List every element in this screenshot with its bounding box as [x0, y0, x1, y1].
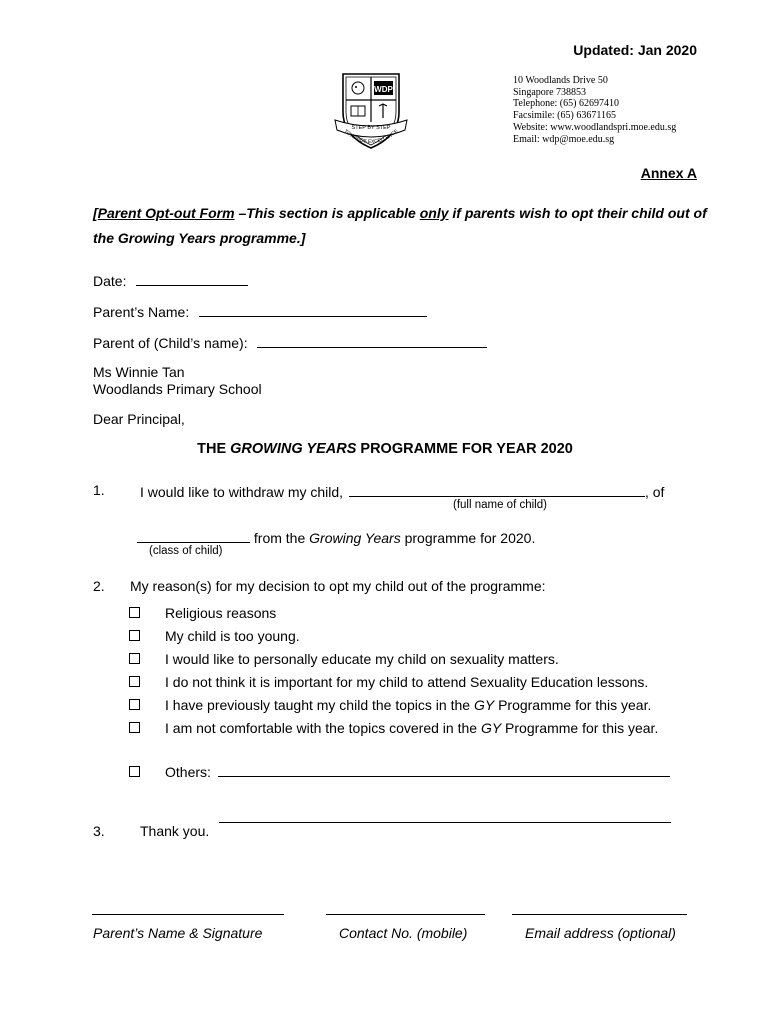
reason-label: Religious reasons: [165, 605, 277, 621]
logo-badge-text: WDP: [374, 85, 393, 94]
item1-text: I would like to withdraw my child,: [140, 484, 344, 500]
reason-gy: GY: [473, 697, 495, 713]
logo-motto-top: STEP BY STEP: [351, 125, 391, 131]
reason-item: [129, 628, 300, 644]
school-logo: [333, 70, 409, 154]
addressee-name: Ms Winnie Tan: [93, 364, 185, 380]
reason-label: I would like to personally educate my child on sexuality matters.: [165, 651, 559, 667]
contact-line[interactable]: [326, 914, 485, 915]
addressee-school: Woodlands Primary School: [93, 381, 262, 397]
programme-heading: [0, 441, 770, 457]
email-label: Email address (optional): [525, 925, 676, 941]
parent-name-field[interactable]: [199, 302, 427, 317]
address-line: Website: www.woodlandspri.moe.edu.sg: [513, 121, 677, 133]
date-row: [93, 271, 248, 289]
class-field[interactable]: [137, 528, 250, 543]
email-line[interactable]: [512, 914, 687, 915]
date-label: Date:: [93, 273, 127, 289]
notice-text-2: if parents wish to opt their child out of the Growing Years programme.: [93, 205, 707, 246]
address-line: Singapore 738853: [513, 86, 587, 98]
checkbox[interactable]: [129, 722, 140, 733]
parent-name-label: Parent’s Name:: [93, 304, 190, 320]
item2-text: My reason(s) for my decision to opt my child out of the programme:: [130, 578, 546, 594]
others-field-line-2[interactable]: [219, 822, 671, 823]
school-address: [513, 75, 676, 145]
school-crest-icon: [333, 70, 409, 154]
reason-label-end: Programme for this year.: [494, 697, 652, 713]
salutation: Dear Principal,: [93, 411, 185, 427]
programme-name: Growing Years: [309, 530, 401, 546]
reason-item: [129, 651, 559, 667]
from-text: from the: [253, 530, 310, 546]
open-bracket: [: [93, 205, 98, 221]
contact-label: Contact No. (mobile): [339, 925, 468, 941]
heading-part-2: GROWING YEARS: [230, 441, 357, 457]
reason-label: I do not think it is important for my child to attend Sexuality Education lessons.: [165, 674, 649, 690]
parent-of-row: [93, 333, 487, 351]
checkbox[interactable]: [129, 676, 140, 687]
reason-label-end: Programme for this year.: [501, 720, 659, 736]
item1-row: [140, 482, 664, 500]
reason-label: I have previously taught my child the topics in the: [165, 697, 474, 713]
parent-signature-label: Parent’s Name & Signature: [93, 925, 263, 941]
item1-number: 1.: [93, 482, 105, 498]
checkbox[interactable]: [129, 699, 140, 710]
annex-label: Annex A: [640, 165, 697, 181]
optout-notice: [93, 201, 713, 251]
reason-gy: GY: [480, 720, 502, 736]
addressee-block: [93, 364, 262, 398]
parent-signature-line[interactable]: [92, 914, 284, 915]
item2-number: 2.: [93, 578, 105, 594]
date-field[interactable]: [136, 271, 248, 286]
address-line: 10 Woodlands Drive 50: [513, 75, 608, 86]
child-name-field[interactable]: [257, 333, 487, 348]
address-line: Email: wdp@moe.edu.sg: [513, 133, 615, 145]
item3-number: 3.: [93, 823, 105, 839]
form-title: Parent Opt-out Form: [97, 205, 235, 221]
reason-item: [129, 720, 658, 736]
heading-part-3: PROGRAMME FOR YEAR 2020: [356, 441, 573, 457]
checkbox[interactable]: [129, 653, 140, 664]
checkbox[interactable]: [129, 607, 140, 618]
class-hint: (class of child): [149, 545, 223, 557]
close-bracket: ]: [300, 230, 306, 246]
child-full-name-field[interactable]: [349, 482, 645, 497]
others-label: Others:: [165, 764, 211, 780]
notice-only: only: [419, 205, 449, 221]
notice-text: –This section is applicable: [234, 205, 420, 221]
parent-of-label: Parent of (Child’s name):: [93, 335, 248, 351]
address-line: Telephone: (65) 62697410: [513, 98, 619, 110]
updated-date: Updated: Jan 2020: [573, 42, 697, 58]
reason-others: [129, 762, 670, 780]
checkbox[interactable]: [129, 766, 140, 777]
class-row: [137, 528, 535, 546]
checkbox[interactable]: [129, 630, 140, 641]
reason-label: I am not comfortable with the topics covered in the: [165, 720, 481, 736]
reason-label: My child is too young.: [165, 628, 300, 644]
parent-name-row: [93, 302, 427, 320]
heading-part-1: THE: [197, 441, 231, 457]
reason-item: [129, 674, 648, 690]
logo-motto-bottom: TOWARDS EXCELLENCE: [342, 128, 400, 146]
programme-suffix: programme for 2020.: [400, 530, 536, 546]
address-line: Facsimile: (65) 63671165: [513, 110, 616, 122]
others-field[interactable]: [218, 762, 670, 777]
thank-you: Thank you.: [140, 823, 210, 839]
item1-of: , of: [644, 484, 665, 500]
full-name-hint: (full name of child): [453, 499, 547, 511]
reason-item: [129, 697, 651, 713]
reason-item: [129, 605, 276, 621]
